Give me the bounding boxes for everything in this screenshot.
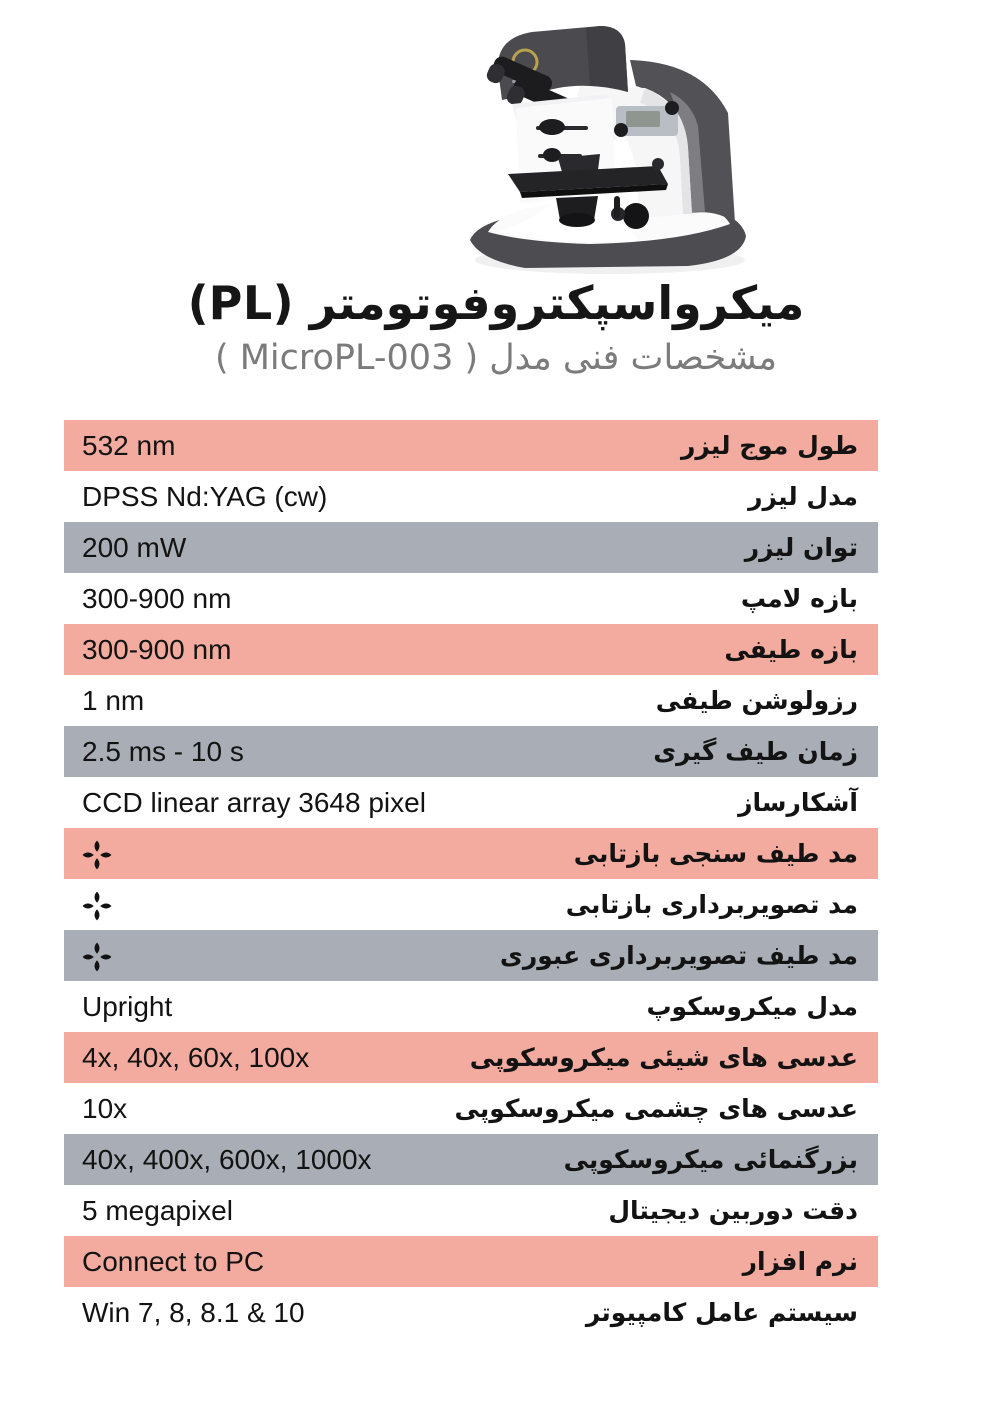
spec-value: 4x, 40x, 60x, 100x (82, 1041, 310, 1073)
spec-label: طول موج لیزر (680, 431, 858, 460)
spec-row (64, 1032, 878, 1083)
lcd-panel (614, 101, 679, 137)
spec-label: بازه طیفی (724, 635, 858, 664)
spec-value-check (82, 838, 112, 870)
spec-row (64, 726, 878, 777)
spec-row (64, 1287, 878, 1338)
spec-row (64, 1083, 878, 1134)
spec-value-check (82, 940, 112, 972)
spec-row (64, 930, 878, 981)
spec-label: مدل میکروسکوپ (646, 992, 858, 1021)
spec-row (64, 1134, 878, 1185)
spec-row (64, 624, 878, 675)
spec-value: DPSS Nd:YAG (cw) (82, 480, 328, 512)
microscope-image (440, 8, 770, 280)
spec-value: 2.5 ms - 10 s (82, 735, 244, 767)
spec-label: مد طیف تصویربرداری عبوری (499, 941, 858, 970)
spec-table (64, 420, 878, 1338)
spec-label: بزرگنمائی میکروسکوپی (563, 1145, 858, 1174)
spec-value: Connect to PC (82, 1245, 265, 1277)
upright-microscope-illustration (440, 8, 770, 280)
spec-label: بازه لامپ (740, 584, 858, 613)
spec-label: نرم افزار (742, 1247, 858, 1276)
spec-row (64, 522, 878, 573)
four-petal-asterisk-icon (82, 840, 112, 870)
spec-label: مد تصویربرداری بازتابی (565, 890, 858, 919)
spec-label: زمان طیف گیری (653, 737, 858, 766)
spec-row (64, 1185, 878, 1236)
spec-value: 5 megapixel (82, 1194, 233, 1226)
four-petal-asterisk-icon (82, 891, 112, 921)
spec-row (64, 777, 878, 828)
spec-value: 10x (82, 1092, 128, 1124)
spec-value: 200 mW (82, 531, 187, 563)
spec-value: 1 nm (82, 684, 145, 716)
spec-row (64, 573, 878, 624)
spec-value: 300-900 nm (82, 582, 232, 614)
spec-value: Upright (82, 990, 173, 1022)
spec-row (64, 879, 878, 930)
spec-row (64, 675, 878, 726)
spec-value: 300-900 nm (82, 633, 232, 665)
spec-value-check (82, 889, 112, 921)
spec-value: Win 7, 8, 8.1 & 10 (82, 1296, 305, 1328)
page-title: میکرواسپکتروفوتومتر (PL) (187, 276, 805, 330)
spec-row (64, 981, 878, 1032)
spec-label: دقت دوربین دیجیتال (608, 1196, 858, 1225)
spec-row (64, 471, 878, 522)
spec-label: عدسی های شیئی میکروسکوپی (469, 1043, 858, 1072)
spec-label: مد طیف سنجی بازتابی (573, 839, 858, 868)
spec-label: آشکارساز (738, 788, 858, 817)
spec-value: CCD linear array 3648 pixel (82, 786, 426, 818)
spec-label: مدل لیزر (748, 482, 858, 511)
four-petal-asterisk-icon (82, 942, 112, 972)
spec-label: عدسی های چشمی میکروسکوپی (454, 1094, 858, 1123)
spec-row (64, 420, 878, 471)
spec-row (64, 828, 878, 879)
spec-row (64, 1236, 878, 1287)
page-subtitle: مشخصات فنی مدل ( MicroPL-003 ) (214, 338, 778, 378)
spec-label: توان لیزر (744, 533, 858, 562)
spec-label: رزولوشن طیفی (655, 686, 858, 715)
spec-value: 532 nm (82, 429, 176, 461)
spec-label: سیستم عامل کامپیوتر (585, 1298, 858, 1327)
spec-value: 40x, 400x, 600x, 1000x (82, 1143, 372, 1175)
